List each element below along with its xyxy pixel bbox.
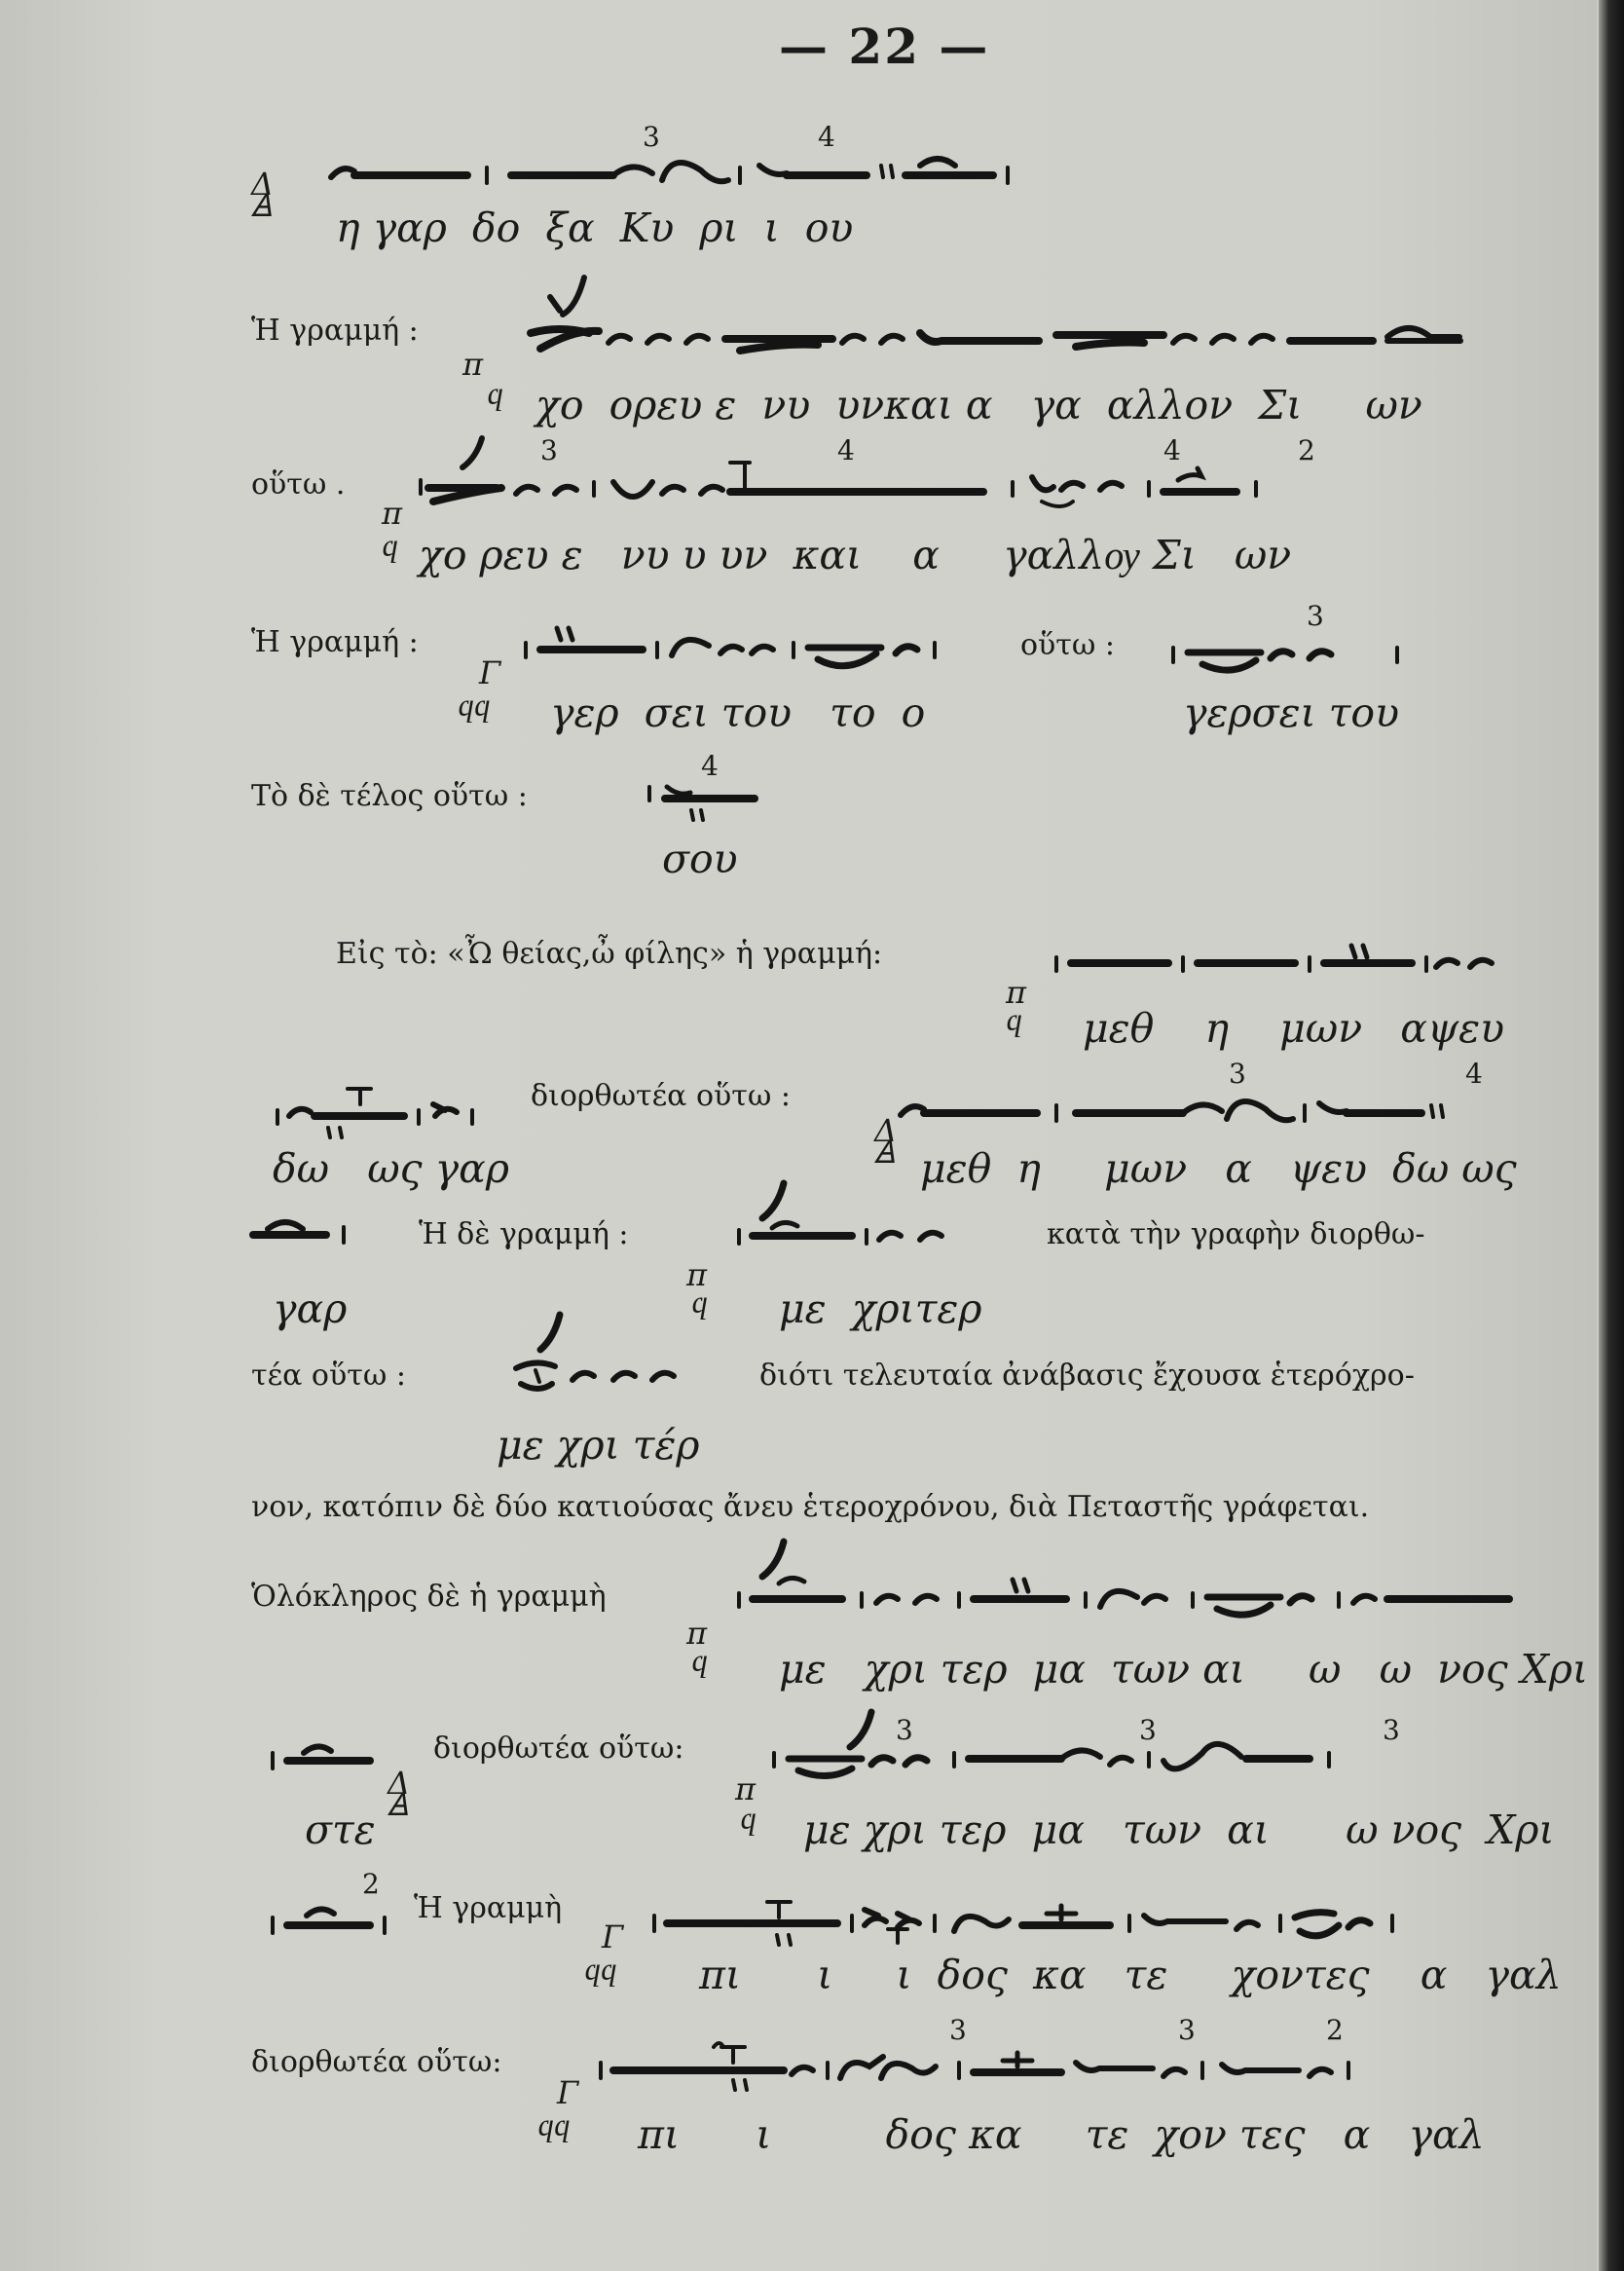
neume-line-13a xyxy=(263,1894,399,1948)
digit: 3 xyxy=(1307,600,1324,632)
digit: 4 xyxy=(1465,1058,1483,1090)
martyria-ni: ϥ xyxy=(691,1290,708,1327)
syllables-line-12a: στε xyxy=(305,1806,376,1853)
label-diorthotea-outo: διορθωτέα οὕτω : xyxy=(531,1079,791,1113)
neume-line-2 xyxy=(531,273,1460,380)
neume-line-4a xyxy=(497,609,983,677)
label-outo-colon: οὕτω : xyxy=(1020,628,1116,662)
syllables-line-1: η γαρ δο ξα Κυ ρι ι ου xyxy=(336,205,854,251)
martyria-ni: ϥ xyxy=(691,1649,708,1686)
martyria-pi: π xyxy=(1006,974,1027,1011)
label-diorthotea-outo2: διορθωτέα οὕτω: xyxy=(433,1731,684,1766)
martyria-pi: π xyxy=(686,1256,708,1293)
digit: 4 xyxy=(701,750,719,782)
label-outo-dot: οὕτω . xyxy=(251,467,346,502)
digit: 3 xyxy=(540,434,558,466)
digit: 3 xyxy=(1178,2014,1196,2046)
digit: 2 xyxy=(1326,2014,1344,2046)
martyria-gamma-ni: ϥϥ xyxy=(584,1957,617,1994)
neume-line-7b xyxy=(891,1076,1524,1135)
label-h-grammi2: Ἡ γραμμὴ xyxy=(414,1891,563,1925)
neume-line-8b xyxy=(725,1173,998,1261)
neume-line-6 xyxy=(1042,930,1519,988)
label-eis-to: Εἰς τὸ: «Ὦ θείας,ὦ φίλης» ἡ γραμμή: xyxy=(336,937,883,971)
digit: 3 xyxy=(1139,1714,1157,1746)
syllables-line-4b: γερσει του xyxy=(1183,689,1399,736)
label-h-grammi: Ἡ γραμμή : xyxy=(251,625,419,659)
syllables-line-8a: γαρ xyxy=(273,1285,348,1332)
syllables-line-2: χο ορευ ε νυ υνκαι α γα αλλον Σι ων xyxy=(535,382,1422,428)
label-tea-outo: τέα οὕτω : xyxy=(251,1359,406,1393)
neume-line-8a xyxy=(248,1208,365,1256)
martyria-gamma: Γ xyxy=(557,2074,579,2111)
book-binding-edge xyxy=(1599,0,1624,2271)
martyria-ni: ϥ xyxy=(740,1806,757,1843)
digit: 2 xyxy=(362,1868,380,1900)
syllables-line-9: με χρι τέρ xyxy=(497,1422,700,1469)
syllables-line-5: σου xyxy=(662,836,738,882)
syllables-line-12b: με χρι τερ μα των αι ω νος Χρι xyxy=(803,1806,1555,1853)
page-number: — 22 — xyxy=(779,18,990,75)
digit: 3 xyxy=(896,1714,913,1746)
neume-line-4b xyxy=(1163,623,1417,682)
label-h-de-grammi: Ἡ δὲ γραμμή : xyxy=(419,1217,629,1251)
martyria-pi: π xyxy=(735,1770,757,1807)
label-kata-tin: κατὰ τὴν γραφὴν διορθω- xyxy=(1047,1217,1425,1251)
martyria-gamma: Γ xyxy=(602,1918,624,1955)
syllables-line-7a: δω ως γαρ xyxy=(273,1145,509,1192)
syllables-line-13: πι ι ι δος κα τε χοντες α γαλ xyxy=(699,1952,1562,1998)
martyria-delta: Δ Ꙙ xyxy=(388,1765,411,1823)
digit: 2 xyxy=(1298,434,1315,466)
martyria-ni: ϥ xyxy=(382,534,398,571)
label-diorthotea-outo3: διορθωτέα οὕτω: xyxy=(251,2045,502,2079)
neume-line-11 xyxy=(725,1537,1524,1624)
martyria-gamma-ni: ϥϥ xyxy=(537,2113,571,2150)
digit: 3 xyxy=(1383,1714,1400,1746)
neume-line-13b xyxy=(643,1884,1519,1962)
neume-line-1 xyxy=(321,136,1022,195)
martyria-gamma-ni: ϥϥ xyxy=(458,693,491,730)
digit: 3 xyxy=(643,121,660,153)
syllables-line-8b: με χριτερ xyxy=(779,1285,982,1332)
digit: 4 xyxy=(837,434,855,466)
label-dioti: διότι τελευταία ἀνάβασις ἔχουσα ἑτερόχρο- xyxy=(759,1359,1415,1393)
martyria-pi: π xyxy=(686,1615,708,1652)
syllables-line-14: πι ι δος κα τε χον τες α γαλ xyxy=(638,2111,1485,2158)
syllables-line-4a: γερ σει του το ο xyxy=(550,689,926,736)
label-h-grammi: Ἡ γραμμή : xyxy=(251,314,419,348)
syllables-line-11: με χρι τερ μα των αι ω ω νος Χρι xyxy=(779,1646,1589,1693)
syllables-line-6: μεθ η μων αψευ xyxy=(1083,1005,1505,1052)
martyria-delta: Δ Ꙙ xyxy=(874,1112,898,1171)
digit: 4 xyxy=(1163,434,1181,466)
digit: 4 xyxy=(818,121,835,153)
label-to-de-telos: Τὸ δὲ τέλος οὕτω : xyxy=(251,779,528,813)
neume-line-7a xyxy=(268,1071,560,1139)
syllables-line-3: χο ρευ ε νυ υ υν και α γαλλѹ Σι ων xyxy=(419,532,1292,578)
martyria-gamma: Γ xyxy=(479,654,501,691)
martyria-ni: ϥ xyxy=(487,382,503,419)
martyria-ni: ϥ xyxy=(1006,1008,1022,1045)
digit: 3 xyxy=(949,2014,967,2046)
neume-line-9 xyxy=(506,1310,701,1417)
label-non-katopin: νον, κατόπιν δὲ δύο κατιούσας ἄνευ ἑτεροχρόνου, διὰ Πεταστῆς γράφεται. xyxy=(251,1490,1370,1524)
martyria-delta: Δ Ꙙ xyxy=(251,166,275,224)
martyria-pi: π xyxy=(382,495,403,532)
label-olokliros: Ὁλόκληρος δὲ ἡ γραμμὴ xyxy=(251,1580,607,1614)
martyria-pi: π xyxy=(462,346,484,383)
digit: 3 xyxy=(1229,1058,1246,1090)
neume-line-12a xyxy=(263,1733,389,1782)
syllables-line-7b: μεθ η μων α ψευ δω ως xyxy=(920,1145,1517,1192)
